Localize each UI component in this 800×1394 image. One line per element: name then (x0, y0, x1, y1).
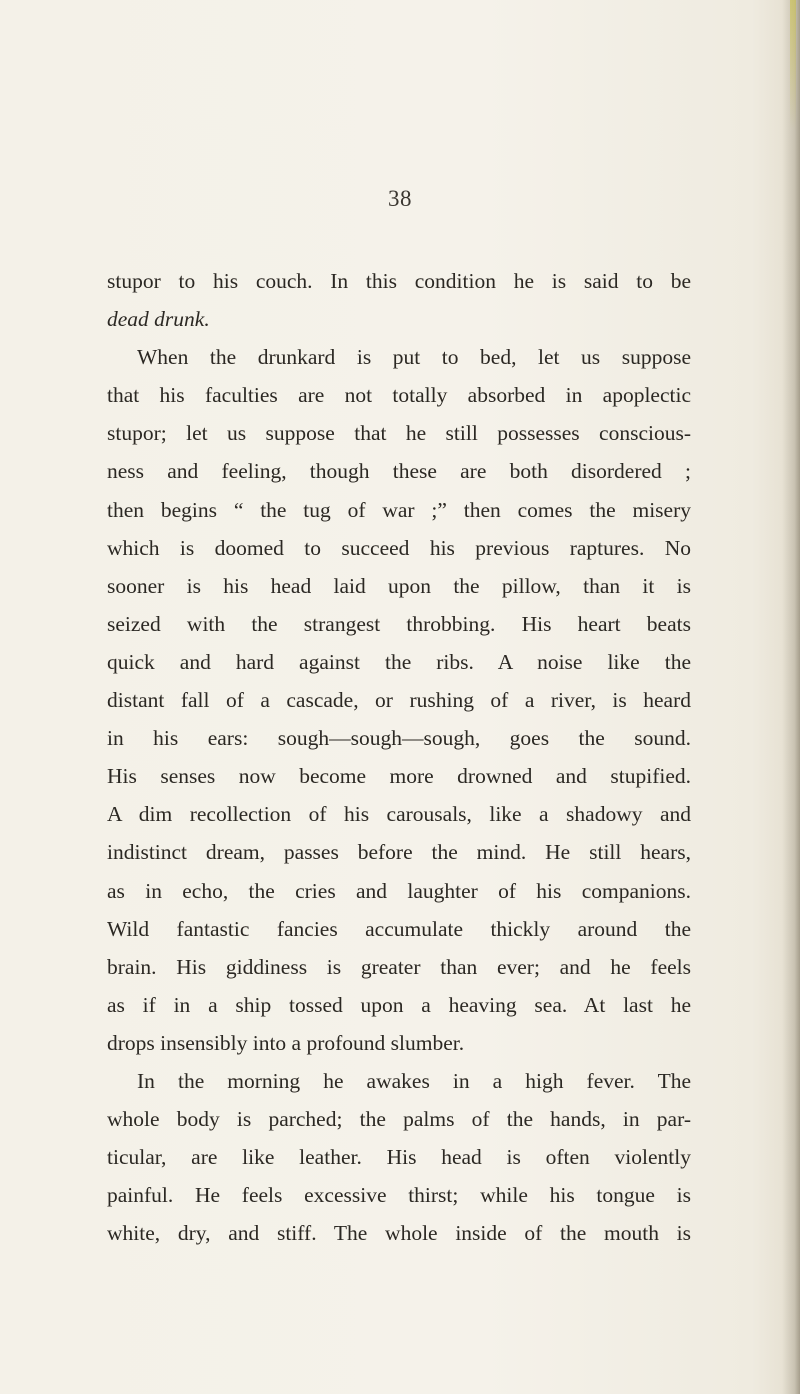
text-line: in his ears: sough—sough—sough, goes the sound. (107, 726, 691, 751)
italic-phrase: dead drunk. (107, 307, 210, 332)
text-line: brain. His giddiness is greater than ever; and he feels (107, 954, 691, 979)
text-line: ness and feeling, though these are both disordered ; (107, 459, 691, 484)
text-line: as if in a ship tossed upon a heaving sea. At last he (107, 992, 691, 1017)
text-line: seized with the strangest throbbing. His heart beats (107, 611, 691, 636)
body-text (107, 262, 691, 1252)
paragraph-end-line: drops insensibly into a profound slumber. (107, 1030, 465, 1055)
text-line: stupor to his couch. In this condition he is said to be (107, 269, 691, 293)
paragraph-start-line: When the drunkard is put to bed, let us suppose (137, 345, 691, 370)
text-line: indistinct dream, passes before the mind. He still hears, (107, 840, 691, 865)
text-line: Wild fantastic fancies accumulate thickly around the (107, 916, 691, 941)
text-line-italic (107, 300, 691, 338)
text-line: then begins “ the tug of war ;” then comes the misery (107, 497, 691, 522)
text-line: white, dry, and stiff. The whole inside of the mouth is (107, 1221, 691, 1246)
paragraph-start-line: In the morning he awakes in a high fever. The (137, 1068, 691, 1093)
text-line: as in echo, the cries and laughter of his companions. (107, 878, 691, 903)
page-number: 38 (388, 186, 412, 211)
text-line: A dim recollection of his carousals, like a shadowy and (107, 802, 691, 827)
text-line: stupor; let us suppose that he still possesses conscious- (107, 421, 691, 446)
text-line: quick and hard against the ribs. A noise like the (107, 649, 691, 674)
page-edge-stain (790, 0, 796, 130)
text-line: whole body is parched; the palms of the hands, in par- (107, 1107, 691, 1132)
text-line: His senses now become more drowned and stupified. (107, 764, 691, 789)
text-line: which is doomed to succeed his previous raptures. No (107, 535, 691, 560)
text-line: distant fall of a cascade, or rushing of a river, is heard (107, 688, 691, 713)
text-line: sooner is his head laid upon the pillow, than it is (107, 573, 691, 598)
text-line: that his faculties are not totally absorbed in apoplectic (107, 383, 691, 408)
text-line: ticular, are like leather. His head is often violently (107, 1145, 691, 1170)
text-line: painful. He feels excessive thirst; while his tongue is (107, 1183, 691, 1208)
